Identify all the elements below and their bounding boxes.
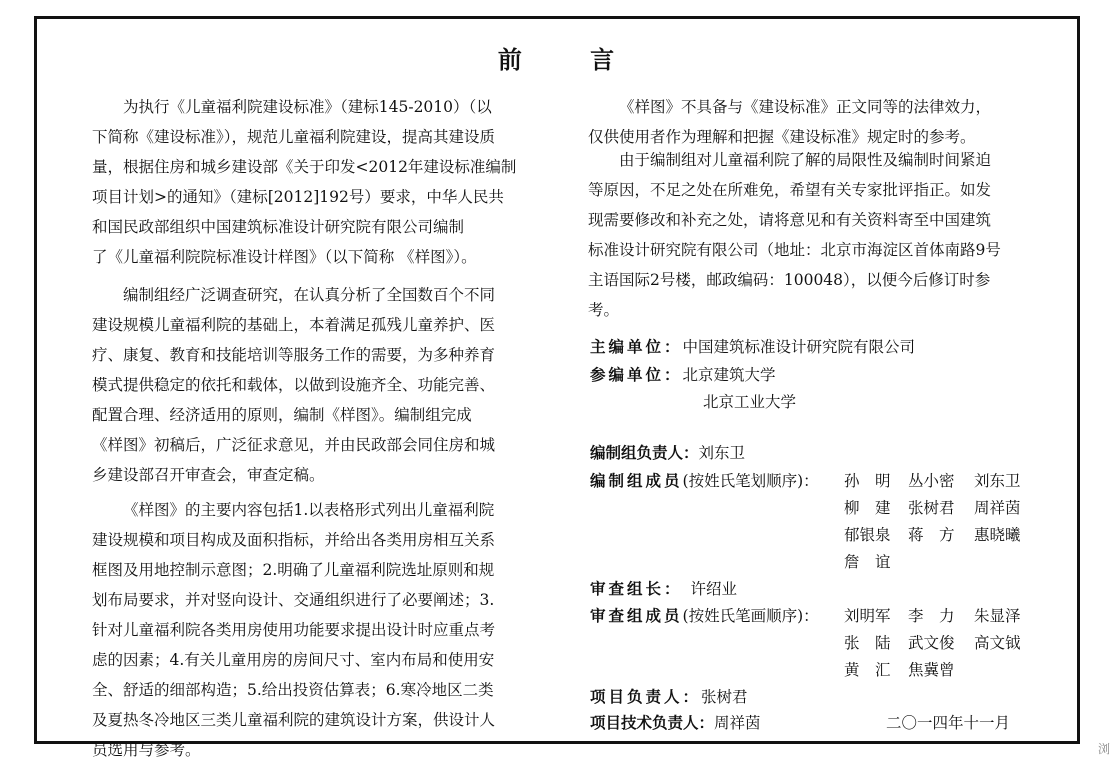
text-line: 考。 xyxy=(588,301,620,319)
co-unit-label: 参编单位： xyxy=(590,366,683,384)
text-line: 配置合理、经济适用的原则，编制《样图》。编制组完成 xyxy=(92,406,472,424)
reviewer-name: 武文俊 xyxy=(908,634,955,652)
intro-paragraph-1 xyxy=(92,92,530,272)
text-line: 项目计划>的通知》（建标[2012]192号）要求，中华人民共 xyxy=(92,188,504,206)
text-line: 等原因，不足之处在所难免，希望有关专家批评指正。如发 xyxy=(588,181,992,199)
member-name: 惠晓曦 xyxy=(974,526,1021,544)
member-name: 郁银泉 xyxy=(844,526,891,544)
text-line: 针对儿童福利院各类用房使用功能要求提出设计时应重点考 xyxy=(92,621,496,639)
tech-lead-label: 项目技术负责人： xyxy=(590,714,715,732)
text-line: 标准设计研究院有限公司（地址：北京市海淀区首体南路9号 xyxy=(588,241,1001,259)
member-name: 张树君 xyxy=(908,499,955,517)
reviewers-note: (按姓氏笔画顺序)： xyxy=(682,607,819,625)
text-line: 仅供使用者作为理解和把握《建设标准》规定时的参考。 xyxy=(588,128,976,146)
project-lead-label: 项目负责人： xyxy=(590,688,702,706)
text-line: 下简称《建设标准》），规范儿童福利院建设，提高其建设质 xyxy=(92,128,496,146)
member-name: 孙 明 xyxy=(844,472,891,490)
text-line: 建设规模和项目构成及面积指标，并给出各类用房相互关系 xyxy=(92,531,496,549)
members-row xyxy=(590,470,819,492)
reviewer-name: 刘明军 xyxy=(844,607,891,625)
page-title xyxy=(0,40,1112,75)
reviewers-row xyxy=(590,605,819,627)
tech-lead-row xyxy=(590,712,761,734)
text-line: 建设规模儿童福利院的基础上，本着满足孤残儿童养护、医 xyxy=(92,316,496,334)
text-line: 划布局要求，并对竖向设计、交通组织进行了必要阐述；3. xyxy=(92,591,495,609)
reviewer-name: 朱显泽 xyxy=(974,607,1021,625)
leader-label: 编制组负责人： xyxy=(590,444,699,462)
tech-lead-value: 周祥茵 xyxy=(714,714,761,732)
leader-value: 刘东卫 xyxy=(698,444,746,462)
review-leader-label: 审查组长： xyxy=(590,580,683,598)
text-line: 乡建设部召开审查会，审查定稿。 xyxy=(92,466,325,484)
text-line: 量，根据住房和城乡建设部《关于印发<2012年建设标准编制 xyxy=(92,158,517,176)
project-lead-row xyxy=(590,686,748,708)
member-name: 柳 建 xyxy=(844,499,891,517)
leader-row xyxy=(590,442,745,464)
review-leader-value: 许绍业 xyxy=(690,580,738,598)
text-line: 了《儿童福利院院标准设计样图》（以下简称 《样图》）。 xyxy=(92,248,477,266)
title-char-2: 言 xyxy=(590,46,615,74)
text-line: 由于编制组对儿童福利院了解的局限性及编制时间紧迫 xyxy=(619,151,992,169)
text-line: 全、舒适的细部构造；5.给出投资估算表；6.寒冷地区二类 xyxy=(92,681,494,699)
note-paragraph-2 xyxy=(588,145,1034,325)
title-char-1: 前 xyxy=(497,46,522,74)
text-line: 及夏热冬冷地区三类儿童福利院的建筑设计方案，供设计人 xyxy=(92,711,496,729)
text-line: 现需要修改和补充之处，请将意见和有关资料寄至中国建筑 xyxy=(588,211,992,229)
reviewers-label: 审查组成员 xyxy=(590,607,683,625)
member-name: 蒋 方 xyxy=(908,526,955,544)
member-name: 詹 谊 xyxy=(844,553,891,571)
text-line: 主语国际2号楼，邮政编码：100048），以便今后修订时参 xyxy=(588,271,991,289)
text-line: 《样图》初稿后，广泛征求意见，并由民政部会同住房和城 xyxy=(92,436,496,454)
edge-char: 浏 xyxy=(1098,742,1111,756)
reviewer-name: 高文钺 xyxy=(974,634,1021,652)
text-line: 框图及用地控制示意图；2.明确了儿童福利院选址原则和规 xyxy=(92,561,495,579)
text-line: 《样图》不具备与《建设标准》正文同等的法律效力， xyxy=(619,98,992,116)
text-line: 模式提供稳定的依托和载体，以做到设施齐全、功能完善、 xyxy=(92,376,496,394)
intro-paragraph-3 xyxy=(92,495,530,765)
member-name: 丛小密 xyxy=(908,472,955,490)
text-line: 虑的因素；4.有关儿童用房的房间尺寸、室内布局和使用安 xyxy=(92,651,495,669)
project-lead-value: 张树君 xyxy=(701,688,748,706)
text-line: 疗、康复、教育和技能培训等服务工作的需要，为多种养育 xyxy=(92,346,496,364)
intro-paragraph-2 xyxy=(92,280,530,490)
member-name: 周祥茵 xyxy=(974,499,1021,517)
chief-unit-value: 中国建筑标准设计研究院有限公司 xyxy=(682,338,916,356)
text-line: 和国民政部组织中国建筑标准设计研究院有限公司编制 xyxy=(92,218,465,236)
reviewer-name: 李 力 xyxy=(908,607,955,625)
reviewer-name: 张 陆 xyxy=(844,634,891,652)
chief-unit-row xyxy=(590,336,915,358)
chief-unit-label: 主编单位： xyxy=(590,338,683,356)
date: 二〇一四年十一月 xyxy=(886,714,1011,732)
text-line: 为执行《儿童福利院建设标准》（建标145-2010）（以 xyxy=(123,98,492,116)
members-note: (按姓氏笔划顺序)： xyxy=(682,472,819,490)
co-unit-value: 北京工业大学 xyxy=(703,393,797,411)
review-leader-row xyxy=(590,578,737,600)
note-paragraph-1 xyxy=(588,92,1034,152)
reviewer-name: 焦冀曾 xyxy=(908,661,955,679)
member-name: 刘东卫 xyxy=(974,472,1021,490)
co-unit-row-2 xyxy=(703,391,796,413)
co-unit-row xyxy=(590,364,776,386)
co-unit-value: 北京建筑大学 xyxy=(682,366,776,384)
members-label: 编制组成员 xyxy=(590,472,683,490)
reviewer-name: 黄 汇 xyxy=(844,661,891,679)
text-line: 编制组经广泛调查研究，在认真分析了全国数百个不同 xyxy=(123,286,496,304)
text-line: 《样图》的主要内容包括1.以表格形式列出儿童福利院 xyxy=(123,501,495,519)
text-line: 员选用与参考。 xyxy=(92,741,201,759)
